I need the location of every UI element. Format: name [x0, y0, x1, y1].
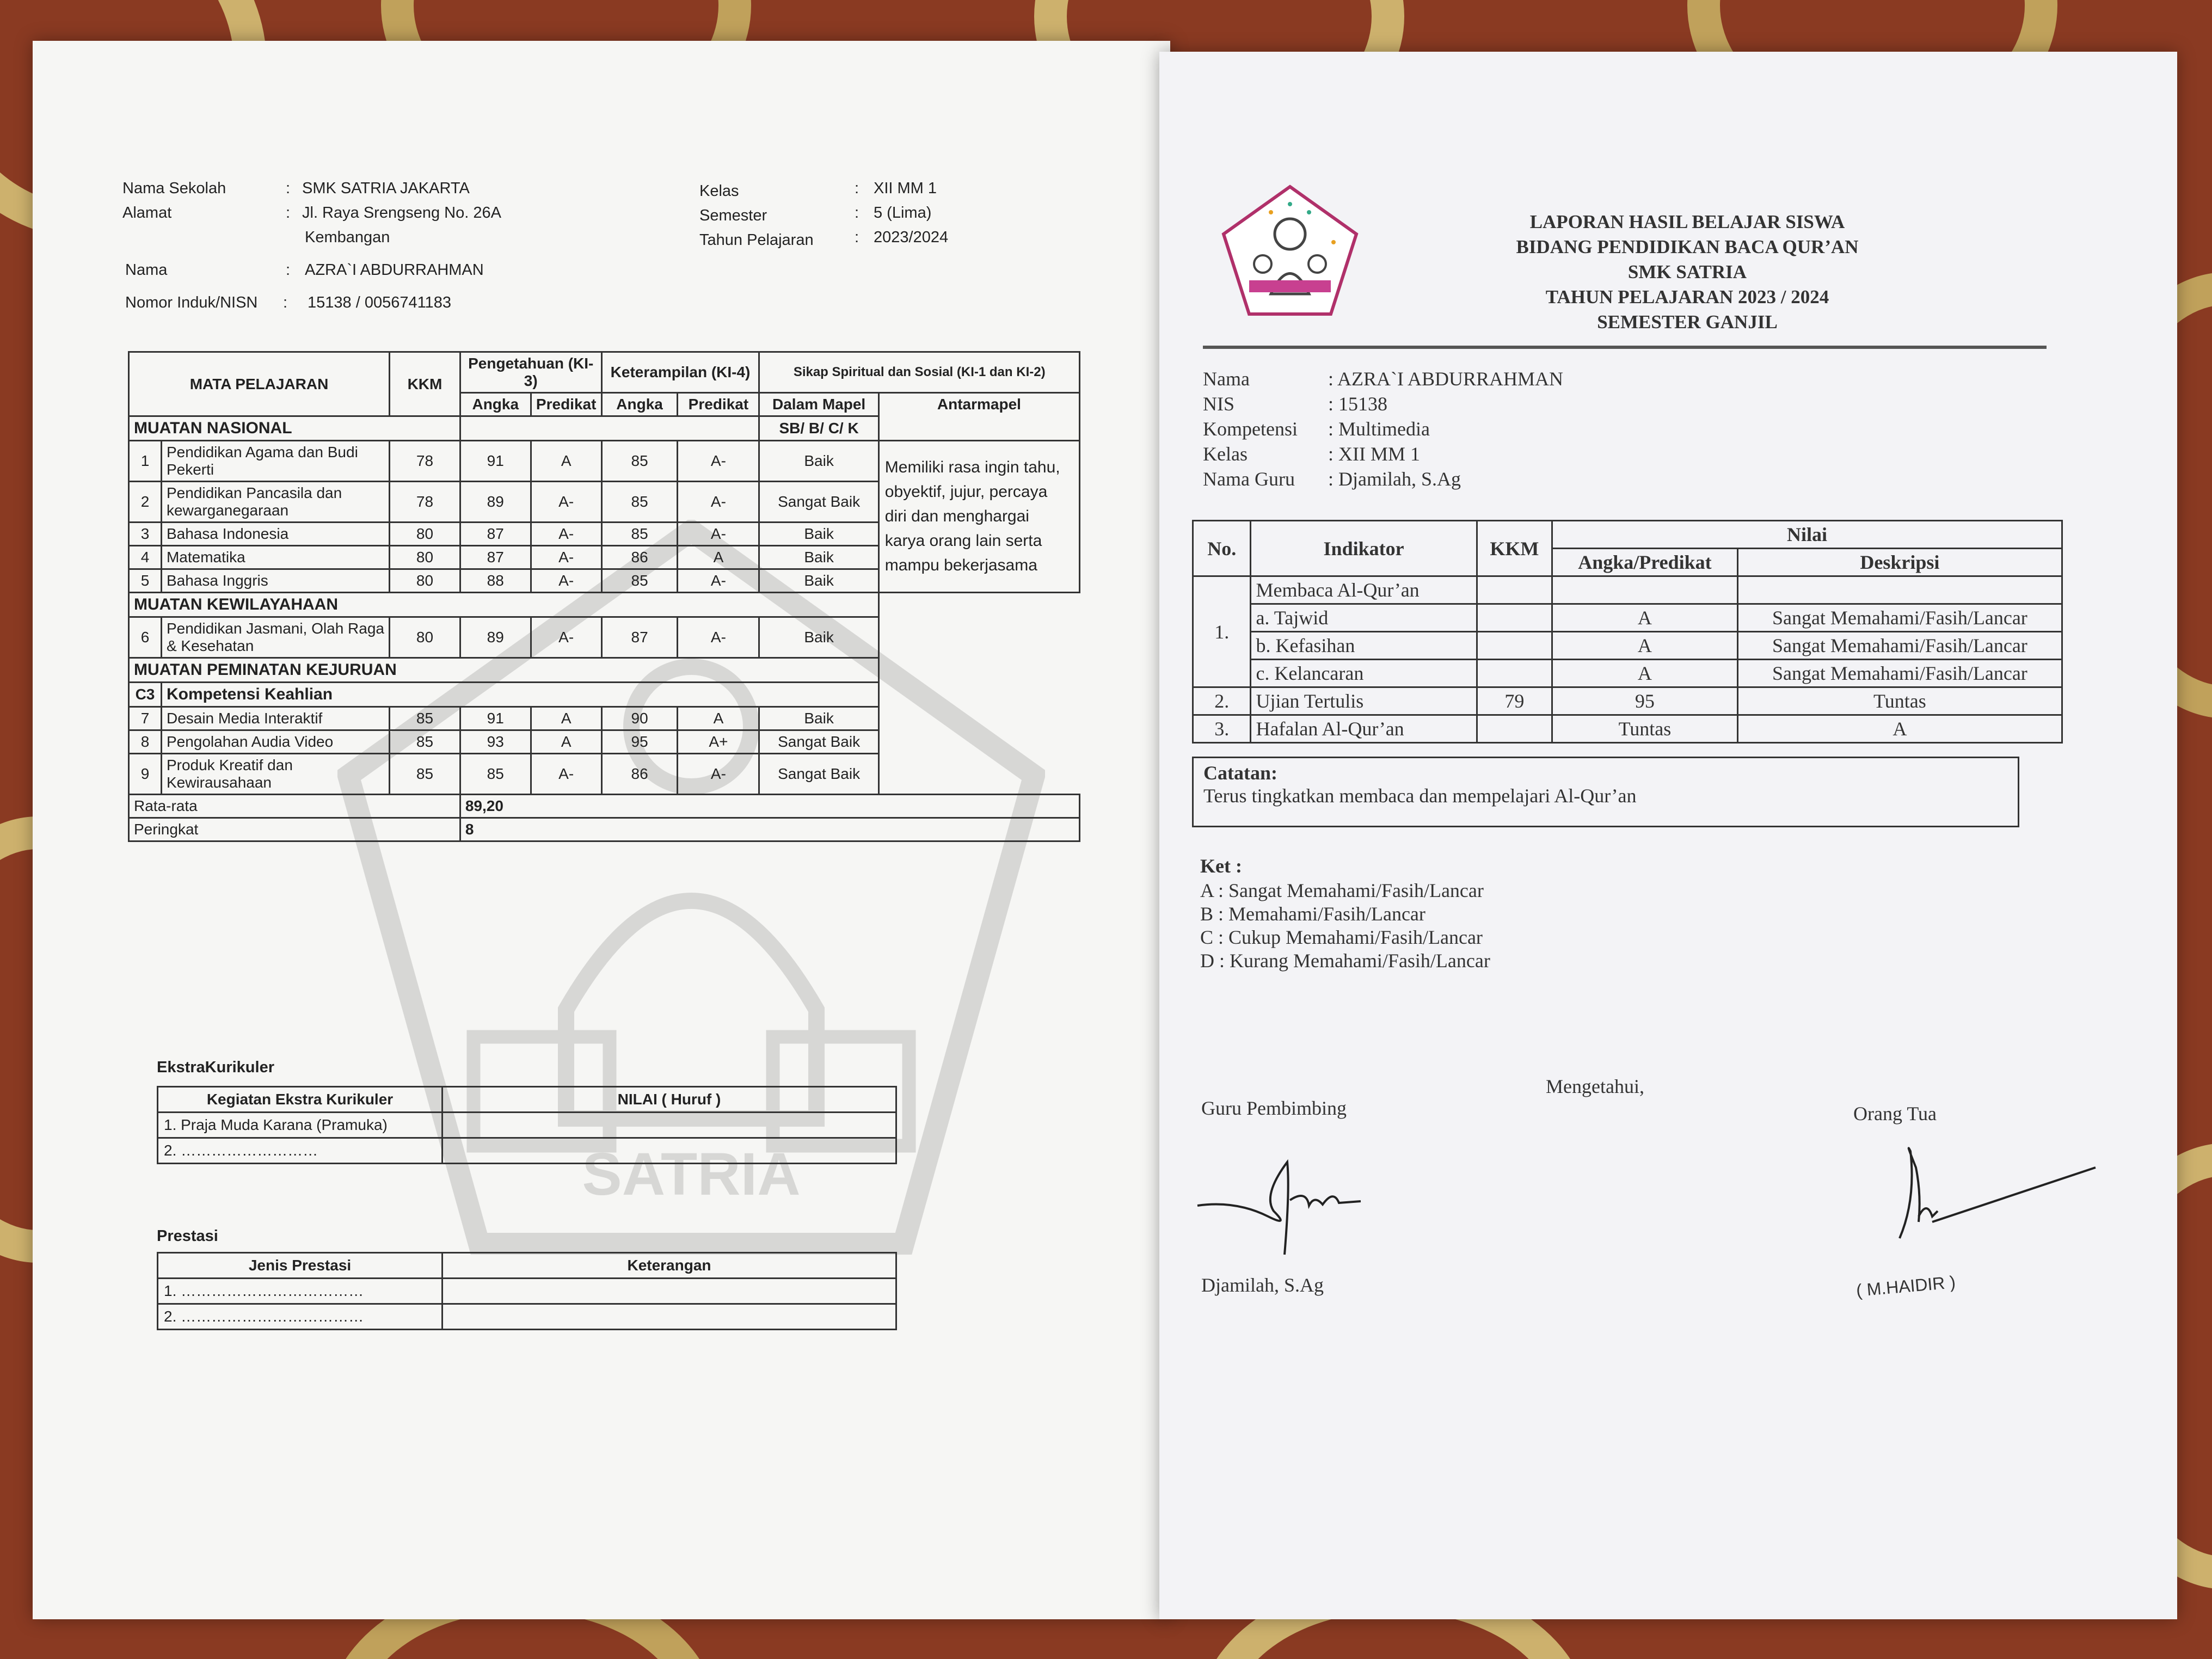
row-number: 7: [129, 707, 162, 730]
quran-row-desc: A: [1737, 715, 2062, 743]
name-value: AZRA`I ABDURRAHMAN: [305, 261, 484, 279]
skill-score: 85: [601, 482, 678, 523]
info-competence-value: : Multimedia: [1328, 418, 1430, 440]
notes-box: [1192, 757, 2019, 827]
knowledge-score: 85: [460, 754, 531, 795]
header-attitude: Sikap Spiritual dan Sosial (KI-1 dan KI-2): [759, 352, 1080, 393]
report-title: [1350, 210, 2025, 335]
title-line: TAHUN PELAJARAN 2023 / 2024: [1545, 286, 1829, 308]
advisor-name: Djamilah, S.Ag: [1201, 1274, 1324, 1296]
year-label: Tahun Pelajaran: [699, 231, 814, 249]
extra-header-grade: NILAI ( Huruf ): [443, 1087, 896, 1113]
attitude-value: Sangat Baik: [759, 730, 878, 754]
attitude-value: Baik: [759, 523, 878, 546]
header-predikat: Predikat: [678, 393, 759, 416]
row-number: 8: [129, 730, 162, 754]
skill-predicate: A: [678, 546, 759, 569]
colon: :: [855, 180, 859, 197]
info-nis-value: : 15138: [1328, 393, 1388, 415]
notes-text: Terus tingkatkan membaca dan mempelajari Al-Qur’an: [1203, 785, 1637, 807]
extra-row: 2. ………………………: [158, 1138, 443, 1164]
skill-predicate: A-: [678, 482, 759, 523]
knowledge-score: 91: [460, 707, 531, 730]
attitude-value: Sangat Baik: [759, 754, 878, 795]
kkm-value: 80: [390, 523, 460, 546]
attitude-value: Baik: [759, 546, 878, 569]
average-value: 89,20: [460, 795, 1079, 818]
semester-label: Semester: [699, 207, 767, 224]
header-antarmapel: Antarmapel: [878, 393, 1079, 441]
quran-header-nilai: Nilai: [1552, 521, 2062, 549]
quran-table: [1192, 520, 2063, 744]
skill-score: 87: [601, 617, 678, 658]
skill-predicate: A-: [678, 617, 759, 658]
quran-sub-grade: A: [1552, 604, 1738, 632]
acknowledged-label: Mengetahui,: [1546, 1076, 1644, 1097]
sikap-legend: SB/ B/ C/ K: [759, 416, 878, 441]
knowledge-predicate: A-: [531, 546, 601, 569]
year-value: 2023/2024: [874, 229, 949, 246]
legend-item: D : Kurang Memahami/Fasih/Lancar: [1200, 950, 1490, 972]
knowledge-predicate: A: [531, 441, 601, 482]
section-regional: MUATAN KEWILAYAHAAN: [129, 593, 879, 617]
legend-item: A : Sangat Memahami/Fasih/Lancar: [1200, 880, 1484, 901]
grade-row: [129, 730, 1080, 754]
prestasi-header-note: Keterangan: [443, 1253, 896, 1279]
header-dalam-mapel: Dalam Mapel: [759, 393, 878, 416]
quran-row-desc: Tuntas: [1737, 687, 2062, 715]
grade-row: [129, 707, 1080, 730]
section-vocational: MUATAN PEMINATAN KEJURUAN: [129, 658, 879, 683]
address-label: Alamat: [122, 204, 172, 222]
c3-label: Kompetensi Keahlian: [161, 683, 878, 707]
quran-row-no: 1.: [1193, 576, 1251, 687]
colon: :: [283, 294, 288, 311]
extra-header-activity: Kegiatan Ekstra Kurikuler: [158, 1087, 443, 1113]
subject-name: Pendidikan Jasmani, Olah Raga & Kesehatan: [161, 617, 389, 658]
skill-predicate: A: [678, 707, 759, 730]
attitude-value: Sangat Baik: [759, 482, 878, 523]
address-line2: Kembangan: [305, 229, 390, 246]
advisor-signature: [1192, 1140, 1377, 1260]
knowledge-predicate: A-: [531, 617, 601, 658]
rank-value: 8: [460, 818, 1079, 841]
watermark-text: SATRIA: [582, 1141, 801, 1208]
school-value: SMK SATRIA JAKARTA: [302, 180, 470, 197]
row-number: 4: [129, 546, 162, 569]
skill-score: 85: [601, 441, 678, 482]
subject-name: Bahasa Indonesia: [161, 523, 389, 546]
parent-label: Orang Tua: [1853, 1103, 1937, 1125]
colon: :: [855, 204, 859, 222]
notes-label: Catatan:: [1203, 762, 1277, 784]
rank-label: Peringkat: [129, 818, 460, 841]
kkm-value: 80: [390, 569, 460, 593]
info-teacher-label: Nama Guru: [1203, 468, 1295, 490]
knowledge-predicate: A-: [531, 569, 601, 593]
header-predikat: Predikat: [531, 393, 601, 416]
skill-predicate: A+: [678, 730, 759, 754]
knowledge-score: 91: [460, 441, 531, 482]
header-subject: MATA PELAJARAN: [129, 352, 390, 416]
quran-row-no: 3.: [1193, 715, 1251, 743]
quran-sub-desc: Sangat Memahami/Fasih/Lancar: [1737, 604, 2062, 632]
knowledge-predicate: A: [531, 707, 601, 730]
title-line: LAPORAN HASIL BELAJAR SISWA: [1529, 211, 1845, 232]
prestasi-table: [157, 1252, 897, 1330]
knowledge-predicate: A-: [531, 523, 601, 546]
info-class-label: Kelas: [1203, 443, 1248, 465]
extra-row: 1. Praja Muda Karana (Pramuka): [158, 1113, 443, 1138]
info-nis-label: NIS: [1203, 393, 1235, 415]
legend-item: B : Memahami/Fasih/Lancar: [1200, 903, 1425, 925]
subject-name: Pendidikan Agama dan Budi Pekerti: [161, 441, 389, 482]
nisn-label: Nomor Induk/NISN: [125, 294, 258, 311]
grades-table: [128, 351, 1080, 842]
skill-score: 90: [601, 707, 678, 730]
skill-score: 86: [601, 546, 678, 569]
subject-name: Pengolahan Audia Video: [161, 730, 389, 754]
quran-sub-grade: A: [1552, 660, 1738, 687]
knowledge-score: 88: [460, 569, 531, 593]
quran-row-kkm: [1477, 715, 1552, 743]
attitude-value: Baik: [759, 441, 878, 482]
quran-header-kkm: KKM: [1477, 521, 1552, 576]
subject-name: Pendidikan Pancasila dan kewarganegaraan: [161, 482, 389, 523]
prestasi-header-type: Jenis Prestasi: [158, 1253, 443, 1279]
school-logo-icon: [1219, 182, 1361, 318]
row-number: 2: [129, 482, 162, 523]
knowledge-score: 89: [460, 482, 531, 523]
prestasi-row: 2. ………………………………: [158, 1304, 443, 1330]
report-card-page: [33, 41, 1170, 1619]
prestasi-row: 1. ………………………………: [158, 1279, 443, 1304]
quran-sub-desc: Sangat Memahami/Fasih/Lancar: [1737, 660, 2062, 687]
quran-sub-grade: A: [1552, 632, 1738, 660]
legend-label: Ket :: [1200, 855, 1242, 877]
colon: :: [286, 261, 291, 279]
info-name-label: Nama: [1203, 368, 1250, 390]
quran-header-no: No.: [1193, 521, 1251, 576]
quran-header-indicator: Indikator: [1251, 521, 1477, 576]
info-competence-label: Kompetensi: [1203, 418, 1298, 440]
quran-row-label: Hafalan Al-Qur’an: [1251, 715, 1477, 743]
knowledge-score: 87: [460, 523, 531, 546]
semester-value: 5 (Lima): [874, 204, 932, 222]
skill-score: 95: [601, 730, 678, 754]
parent-signature: [1867, 1135, 2106, 1244]
attitude-value: Baik: [759, 617, 878, 658]
title-line: SEMESTER GANJIL: [1597, 311, 1778, 333]
nisn-value: 15138 / 0056741183: [308, 294, 451, 311]
quran-row-label: Membaca Al-Qur’an: [1251, 576, 1477, 604]
row-number: 1: [129, 441, 162, 482]
class-value: XII MM 1: [874, 180, 937, 197]
subject-name: Desain Media Interaktif: [161, 707, 389, 730]
class-label: Kelas: [699, 182, 739, 200]
name-label: Nama: [125, 261, 168, 279]
extra-table: [157, 1086, 897, 1164]
kkm-value: 80: [390, 617, 460, 658]
header-angka: Angka: [460, 393, 531, 416]
skill-predicate: A-: [678, 569, 759, 593]
knowledge-predicate: A: [531, 730, 601, 754]
section-national: MUATAN NASIONAL: [129, 416, 460, 441]
info-class-value: : XII MM 1: [1328, 443, 1420, 465]
knowledge-score: 93: [460, 730, 531, 754]
quran-sub-label: c. Kelancaran: [1251, 660, 1477, 687]
row-number: 3: [129, 523, 162, 546]
average-label: Rata-rata: [129, 795, 460, 818]
skill-score: 85: [601, 523, 678, 546]
attitude-value: Baik: [759, 569, 878, 593]
extra-title: EkstraKurikuler: [157, 1059, 274, 1076]
header-angka: Angka: [601, 393, 678, 416]
quran-row-grade: 95: [1552, 687, 1738, 715]
kkm-value: 78: [390, 441, 460, 482]
colon: :: [855, 229, 859, 246]
kkm-value: 85: [390, 707, 460, 730]
legend-item: C : Cukup Memahami/Fasih/Lancar: [1200, 926, 1483, 948]
grade-row: [129, 617, 1080, 658]
title-line: BIDANG PENDIDIKAN BACA QUR’AN: [1516, 236, 1859, 257]
knowledge-score: 87: [460, 546, 531, 569]
quran-row-kkm: 79: [1477, 687, 1552, 715]
knowledge-score: 89: [460, 617, 531, 658]
header-skill: Keterampilan (KI-4): [601, 352, 759, 393]
attitude-value: Baik: [759, 707, 878, 730]
subject-name: Produk Kreatif dan Kewirausahaan: [161, 754, 389, 795]
grade-row: [129, 754, 1080, 795]
title-line: SMK SATRIA: [1627, 261, 1747, 282]
kkm-value: 85: [390, 754, 460, 795]
kkm-value: 78: [390, 482, 460, 523]
kkm-value: 85: [390, 730, 460, 754]
row-number: 9: [129, 754, 162, 795]
skill-predicate: A-: [678, 523, 759, 546]
skill-score: 85: [601, 569, 678, 593]
knowledge-predicate: A-: [531, 754, 601, 795]
quran-header-grade: Angka/Predikat: [1552, 549, 1738, 576]
colon: :: [286, 204, 291, 222]
advisor-label: Guru Pembimbing: [1201, 1097, 1347, 1119]
header-knowledge: Pengetahuan (KI-3): [460, 352, 601, 393]
quran-sub-desc: Sangat Memahami/Fasih/Lancar: [1737, 632, 2062, 660]
colon: :: [286, 180, 291, 197]
quran-report-page: [1159, 52, 2177, 1619]
c3-code: C3: [129, 683, 162, 707]
title-divider: [1203, 346, 2047, 349]
quran-sub-label: b. Kefasihan: [1251, 632, 1477, 660]
quran-sub-label: a. Tajwid: [1251, 604, 1477, 632]
kkm-value: 80: [390, 546, 460, 569]
info-name-value: : AZRA`I ABDURRAHMAN: [1328, 368, 1564, 390]
header-kkm: KKM: [390, 352, 460, 416]
prestasi-title: Prestasi: [157, 1227, 218, 1245]
grade-row: [129, 441, 1080, 482]
skill-predicate: A-: [678, 441, 759, 482]
skill-score: 86: [601, 754, 678, 795]
quran-row-label: Ujian Tertulis: [1251, 687, 1477, 715]
row-number: 5: [129, 569, 162, 593]
info-teacher-value: : Djamilah, S.Ag: [1328, 468, 1461, 490]
row-number: 6: [129, 617, 162, 658]
subject-name: Bahasa Inggris: [161, 569, 389, 593]
address-line1: Jl. Raya Srengseng No. 26A: [302, 204, 501, 222]
skill-predicate: A-: [678, 754, 759, 795]
antarmapel-description: Memiliki rasa ingin tahu, obyektif, jujur, percaya diri dan menghargai karya orang lain serta mampu bekerjasama: [878, 441, 1079, 593]
quran-row-grade: Tuntas: [1552, 715, 1738, 743]
knowledge-predicate: A-: [531, 482, 601, 523]
quran-row-no: 2.: [1193, 687, 1251, 715]
parent-name: ( M.HAIDIR ): [1855, 1272, 1957, 1300]
subject-name: Matematika: [161, 546, 389, 569]
quran-header-description: Deskripsi: [1737, 549, 2062, 576]
school-label: Nama Sekolah: [122, 180, 226, 197]
